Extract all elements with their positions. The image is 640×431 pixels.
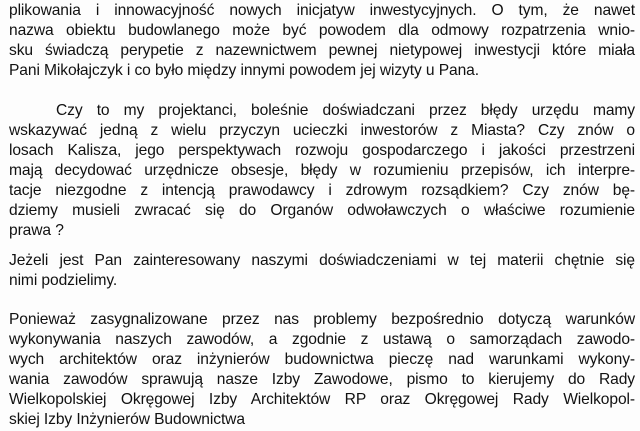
text-line: dziemy musieli zwracać się do Organów odwoławczych o właściwe rozumienie [9,202,635,219]
text-line: mają decydować urzędnicze obsesje, błędy w rozumieniu przepisów, ich interpre- [9,162,635,179]
text-line: prawa ? [9,222,64,239]
text-line: tacje niezgodne z intencją prawodawcy i zdrowym rozsądkiem? Czy znów bę- [9,182,635,199]
text-line: skiej Izby Inżynierów Budownictwa [9,411,245,428]
text-line: nazwa obiektu budowlanego może być powodem dla odmowy rozpatrzenia wnio- [9,22,635,39]
text-line: losach Kalisza, jego perspektywach rozwoju gospodarczego i jakości przestrzeni [9,142,635,159]
text-line: Pani Mikołajczyk i co było między innymi powodem jej wizyty u Pana. [9,62,479,79]
text-line: sku świadczą perypetie z nazewnictwem pewnej nietypowej inwestycji które miała [9,42,635,59]
text-line: Jeżeli jest Pan zainteresowany naszymi doświadczeniami w tej materii chętnie się [9,252,635,269]
text-line: wykonywania naszych zawodów, a zgodnie z ustawą o samorządach zawodo- [9,331,635,348]
text-line: wych architektów oraz inżynierów budownictwa pieczę nad warunkami wykony- [9,351,635,368]
text-line: nimi podzielimy. [9,272,118,289]
text-line: Ponieważ zasygnalizowane przez nas problemy bezpośrednio dotyczą warunków [9,311,635,328]
text-line: Wielkopolskiej Okręgowej Izby Architektów RP oraz Okręgowej Rady Wielkopol- [9,391,635,408]
text-line: plikowania i innowacyjność nowych inicjatyw inwestycyjnych. O tym, że nawet [9,2,635,19]
text-line: wania zawodów sprawują nasze Izby Zawodowe, pismo to kierujemy do Rady [9,371,635,388]
text-line: Czy to my projektanci, boleśnie doświadczani przez błędy urzędu mamy [56,102,635,119]
text-line: wskazywać jedną z wielu przyczyn ucieczki inwestorów z Miasta? Czy znów o [9,122,635,139]
